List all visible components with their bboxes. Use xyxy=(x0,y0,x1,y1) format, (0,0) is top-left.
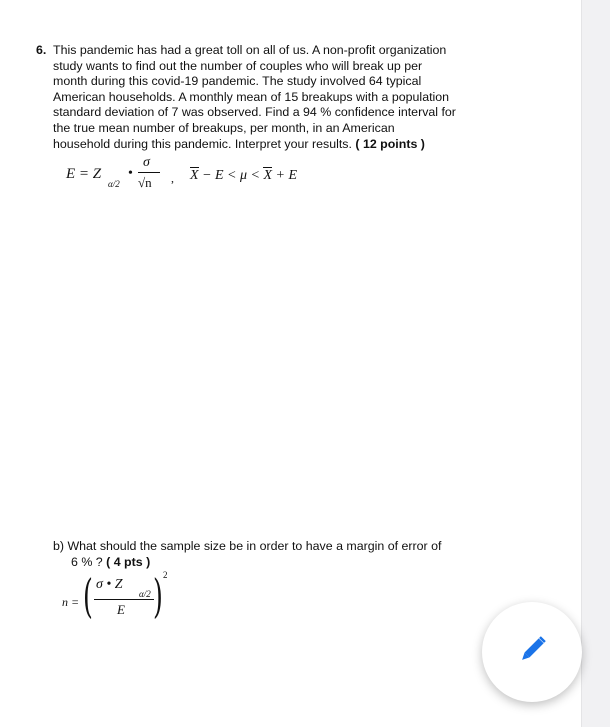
part-b-line2: 6 % ? ( 4 pts ) xyxy=(71,554,151,569)
formula-comma: , xyxy=(171,171,174,185)
question-line: This pandemic has had a great toll on all of us. A non-profit organization xyxy=(53,43,447,57)
formula2-exponent: 2 xyxy=(163,570,168,580)
question-6 xyxy=(36,43,506,152)
question-points: ( 12 points ) xyxy=(355,136,425,151)
question-line: standard deviation of 7 was observed. Find a 94 % confidence interval for xyxy=(53,105,456,120)
formula-lhs: E = Z xyxy=(66,166,102,182)
formula-sqrt-n: √n xyxy=(138,175,152,190)
confidence-interval-expression: X − E < μ < X + E xyxy=(190,168,298,183)
question-number: 6. xyxy=(36,43,47,57)
question-line: the true mean number of breakups, per month, in an American xyxy=(53,120,395,135)
edit-button[interactable] xyxy=(482,602,582,702)
formula2-fraction-bar xyxy=(94,599,154,600)
part-b-line1: b) What should the sample size be in order to have a margin of error of xyxy=(53,539,442,553)
question-line: American households. A monthly mean of 15 breakups with a population xyxy=(53,89,450,104)
question-6b xyxy=(36,539,506,570)
formula-subscript: α/2 xyxy=(108,179,120,189)
sample-size-formula xyxy=(62,569,202,633)
formula2-numerator: σ • Z xyxy=(96,577,123,592)
formula2-denominator: E xyxy=(117,602,125,617)
multiply-dot: • xyxy=(128,166,133,181)
question-text xyxy=(53,43,506,152)
right-gutter xyxy=(581,0,610,727)
pencil-icon xyxy=(515,633,549,672)
left-paren: ( xyxy=(83,569,93,623)
fraction-bar xyxy=(138,172,160,173)
margin-of-error-formula xyxy=(66,157,366,197)
question-line: study wants to find out the number of couples who will break up per xyxy=(53,58,423,73)
formula-sigma: σ xyxy=(143,155,150,170)
formula2-lhs: n = xyxy=(62,595,80,609)
right-paren: ) xyxy=(153,569,163,623)
question-line: household during this pandemic. Interpret your results. ( 12 points ) xyxy=(53,136,425,151)
formula2-subscript: α/2 xyxy=(139,589,151,599)
question-line: month during this covid-19 pandemic. The study involved 64 typical xyxy=(53,74,422,89)
part-b-points: ( 4 pts ) xyxy=(106,554,151,569)
